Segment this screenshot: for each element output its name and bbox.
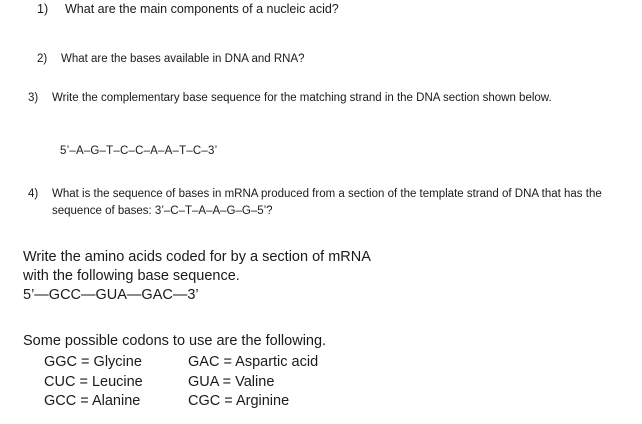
question-4	[28, 186, 642, 220]
task-line-1: Write the amino acids coded for by a section of mRNA	[23, 249, 371, 265]
question-1	[37, 1, 339, 18]
question-3	[28, 90, 612, 107]
codon-entry: GUA = Valine	[188, 373, 275, 390]
codon-entry: CUC = Leucine	[44, 373, 143, 390]
codon-table	[44, 353, 388, 412]
question-2	[37, 51, 305, 68]
amino-acid-task	[23, 248, 423, 305]
codon-entry: GCC = Alanine	[44, 393, 141, 409]
codon-entry: GGC = Glycine	[44, 354, 142, 370]
question-number: 4)	[28, 188, 39, 200]
question-number: 1)	[37, 2, 49, 16]
question-text: What are the bases available in DNA and RNA?	[61, 53, 305, 65]
question-text: What is the sequence of bases in mRNA produced from a section of the template strand of DNA that has the sequence of bases: 3’–C–T–A–A–G–G–5’?	[52, 188, 602, 217]
question-text: What are the main components of a nucleic acid?	[65, 2, 339, 16]
task-line-2: with the following base sequence.	[23, 268, 240, 284]
mrna-sequence: 5’—GCC—GUA—GAC—3’	[23, 287, 199, 303]
question-number: 3)	[28, 92, 39, 104]
question-text: Write the complementary base sequence for the matching strand in the DNA section shown below.	[52, 92, 552, 104]
dna-sequence: 5’–A–G–T–C–C–A–A–T–C–3’	[60, 145, 218, 157]
codon-entry: CGC = Arginine	[188, 393, 290, 409]
codon-intro: Some possible codons to use are the following.	[23, 333, 327, 349]
codon-entry: GAC = Aspartic acid	[188, 354, 319, 370]
question-number: 2)	[37, 53, 48, 65]
